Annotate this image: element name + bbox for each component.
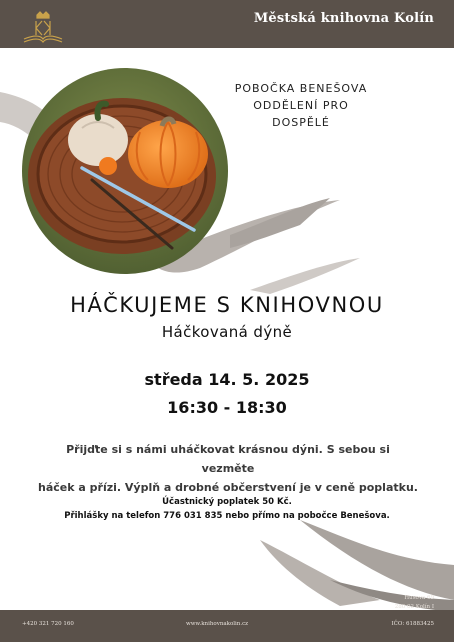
branch-info [228,80,374,131]
library-name: Městská knihovna Kolín [253,11,434,26]
address-street: Husova 69 [404,595,434,601]
footer-phone: +420 321 720 160 [22,621,74,627]
library-logo-icon [20,11,66,45]
registration-info: Přihlášky na telefon 776 031 835 nebo přímo na pobočce Benešova. [64,511,390,521]
event-date: středa 14. 5. 2025 [144,370,310,389]
event-title: HÁČKUJEME S KNIHOVNOU [70,293,384,317]
event-subtitle: Háčkovaná dýně [161,323,293,341]
address-city: 280 02 Kolín I [394,604,434,610]
footer-band [0,610,454,642]
description-line-2: háček a přízi. Výplň a drobné občerstvení je v ceně poplatku. [38,481,418,494]
participation-fee: Účastnický poplatek 50 Kč. [162,497,292,507]
pumpkin-basket-photo [22,68,228,274]
description-line-1: Přijďte si s námi uháčkovat krásnou dýni. S sebou si vezměte [66,443,390,475]
footer-ico: IČO: 61883425 [391,621,434,627]
event-time: 16:30 - 18:30 [167,398,287,417]
department-name: ODDĚLENÍ PRO DOSPĚLÉ [253,99,349,129]
branch-name: POBOČKA BENEŠOVA [234,82,368,95]
footer-website: www.knihovnakolin.cz [186,621,249,627]
header-band [0,0,454,48]
event-description [38,440,418,497]
